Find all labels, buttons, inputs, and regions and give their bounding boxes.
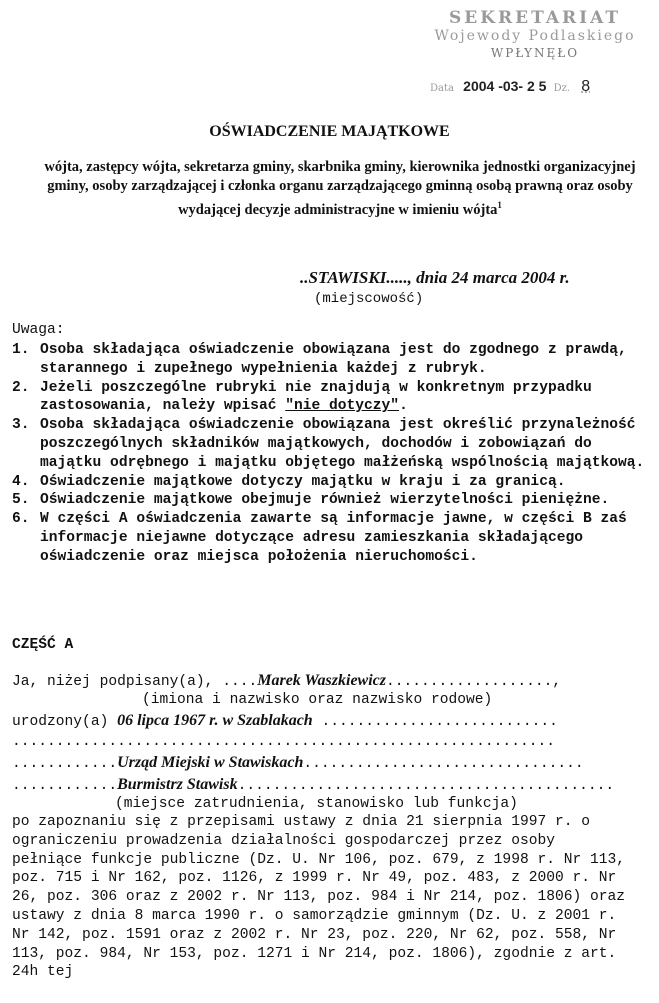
document-title: OŚWIADCZENIE MAJĄTKOWE — [209, 123, 450, 140]
note-text: Oświadczenie majątkowe dotyczy majątku w kraju i za granicą. — [40, 473, 566, 490]
note-number: 5. — [12, 492, 30, 509]
declarant-label: Ja, niżej podpisany(a), — [12, 674, 214, 690]
place-city: STAWISKI — [308, 268, 387, 287]
stamp-number: 8 — [581, 78, 591, 95]
note-item — [0, 491, 650, 510]
stamp-dz-label: Dz. — [553, 83, 571, 94]
position-dots-after: ........................................... — [237, 778, 615, 794]
birth-line — [12, 712, 558, 730]
note-text: Osoba składająca oświadczenie obowiązana jest określić przynależność poszczególnych składników majątkowych, dochodów i zobowiązań do majątku odrębnego i majątku objętego małżeńską wspólnością majątkową. — [40, 417, 645, 471]
birth-value: 06 lipca 1967 r. w Szablakach — [117, 712, 313, 729]
subtitle-text: wójta, zastępcy wójta, sekretarza gminy, skarbnika gminy, kierownika jednostki organizacyjnej gminy, osoby zarządzającej i członka organu zarządzającego gminną osobą prawną oraz osoby wydającej decyzje administracyjne w imieniu wójta — [44, 159, 636, 218]
place-date-line — [300, 268, 570, 288]
note-item — [0, 379, 650, 417]
declarant-dots-before: .... — [222, 674, 258, 690]
dotted-line: .............................................................. — [12, 734, 555, 750]
part-a-heading: CZĘŚĆ A — [12, 637, 74, 653]
note-text: Oświadczenie majątkowe obejmuje również wierzytelności pieniężne. — [40, 492, 610, 509]
legal-paragraph: po zapoznaniu się z przepisami ustawy z dnia 21 sierpnia 1997 r. o ograniczeniu prowadzenia działalności gospodarczej przez osoby pełniące funkcje publiczne (Dz. U. Nr 106, poz. 679, z 1998 r. Nr 113, poz. 715 i Nr 162, poz. 1126, z 1999 r. Nr 49, poz. 483, z 2000 r. Nr 26, poz. 306 oraz z 2002 r. Nr 113, poz. 984 i Nr 214, poz. 1806) oraz ustawy z dnia 8 marca 1990 r. o samorządzie gminnym (Dz. U. z 2001 r. Nr 142, poz. 1591 oraz z 2002 r. Nr 23, poz. 220, Nr 62, poz. 558, Nr 113, poz. 984, Nr 153, poz. 1271 i Nr 214, poz. 1806), zgodnie z art. 24h tej — [12, 814, 626, 981]
notes-heading: Uwaga: — [12, 322, 65, 338]
birth-label: urodzony(a) — [12, 714, 109, 730]
note-text-end: . — [399, 398, 408, 415]
note-text: W części A oświadczenia zawarte są informacje jawne, w części B zaś informacje niejawne dotyczące adresu zamieszkania składającego oświadczenie oraz miejsca położenia nieruchomości. — [40, 511, 627, 565]
work-caption: (miejsce zatrudnienia, stanowisko lub funkcja) — [115, 796, 518, 812]
place-caption: (miejscowość) — [314, 291, 424, 307]
workplace-dots-before: ............ — [12, 756, 118, 772]
stamp-date-label: Data — [430, 83, 454, 94]
place-dots: ....., — [386, 268, 412, 287]
position-value: Burmistrz Stawisk — [117, 776, 238, 793]
note-item — [0, 416, 650, 472]
workplace-line — [12, 754, 584, 772]
notes-list — [0, 341, 650, 567]
position-dots-before: ............ — [12, 778, 118, 794]
note-number: 6. — [12, 511, 30, 528]
note-item — [0, 510, 650, 566]
birth-dots: ........................... — [321, 714, 558, 730]
note-number: 3. — [12, 417, 30, 434]
stamp-date-value: 2004 -03- 2 5 — [463, 78, 547, 94]
place-prefix-dots: .. — [300, 268, 309, 287]
declarant-name: Marek Waszkiewicz — [257, 672, 386, 689]
stamp-received: WPŁYNĘŁO — [490, 46, 580, 60]
note-number: 2. — [12, 379, 30, 396]
note-item — [0, 473, 650, 492]
note-item — [0, 341, 650, 379]
workplace-dots-after: ................................ — [303, 756, 584, 772]
note-number: 1. — [12, 342, 30, 358]
declarant-line — [12, 672, 561, 690]
workplace-value: Urząd Miejski w Stawiskach — [117, 754, 304, 771]
document-subtitle — [30, 158, 650, 220]
note-text: Jeżeli poszczególne rubryki nie znajdują w konkretnym przypadku zastosowania, należy wpisać — [40, 379, 592, 415]
position-line — [12, 776, 614, 794]
note-emphasis: "nie dotyczy" — [285, 398, 400, 415]
footnote-mark: 1 — [497, 200, 502, 210]
registry-stamp — [420, 8, 650, 98]
stamp-date-row — [430, 78, 590, 96]
note-text: Osoba składająca oświadczenie obowiązana jest do zgodnego z prawdą, starannego i zupełnego wypełnienia każdej z rubryk. — [40, 342, 627, 377]
place-date: dnia 24 marca 2004 r. — [416, 268, 570, 287]
note-number: 4. — [12, 473, 30, 490]
stamp-office: SEKRETARIAT — [449, 8, 621, 28]
name-caption: (imiona i nazwisko oraz nazwisko rodowe) — [142, 692, 493, 708]
declarant-dots-after: ..................., — [385, 674, 562, 690]
stamp-authority: Wojewody Podlaskiego — [434, 28, 636, 44]
